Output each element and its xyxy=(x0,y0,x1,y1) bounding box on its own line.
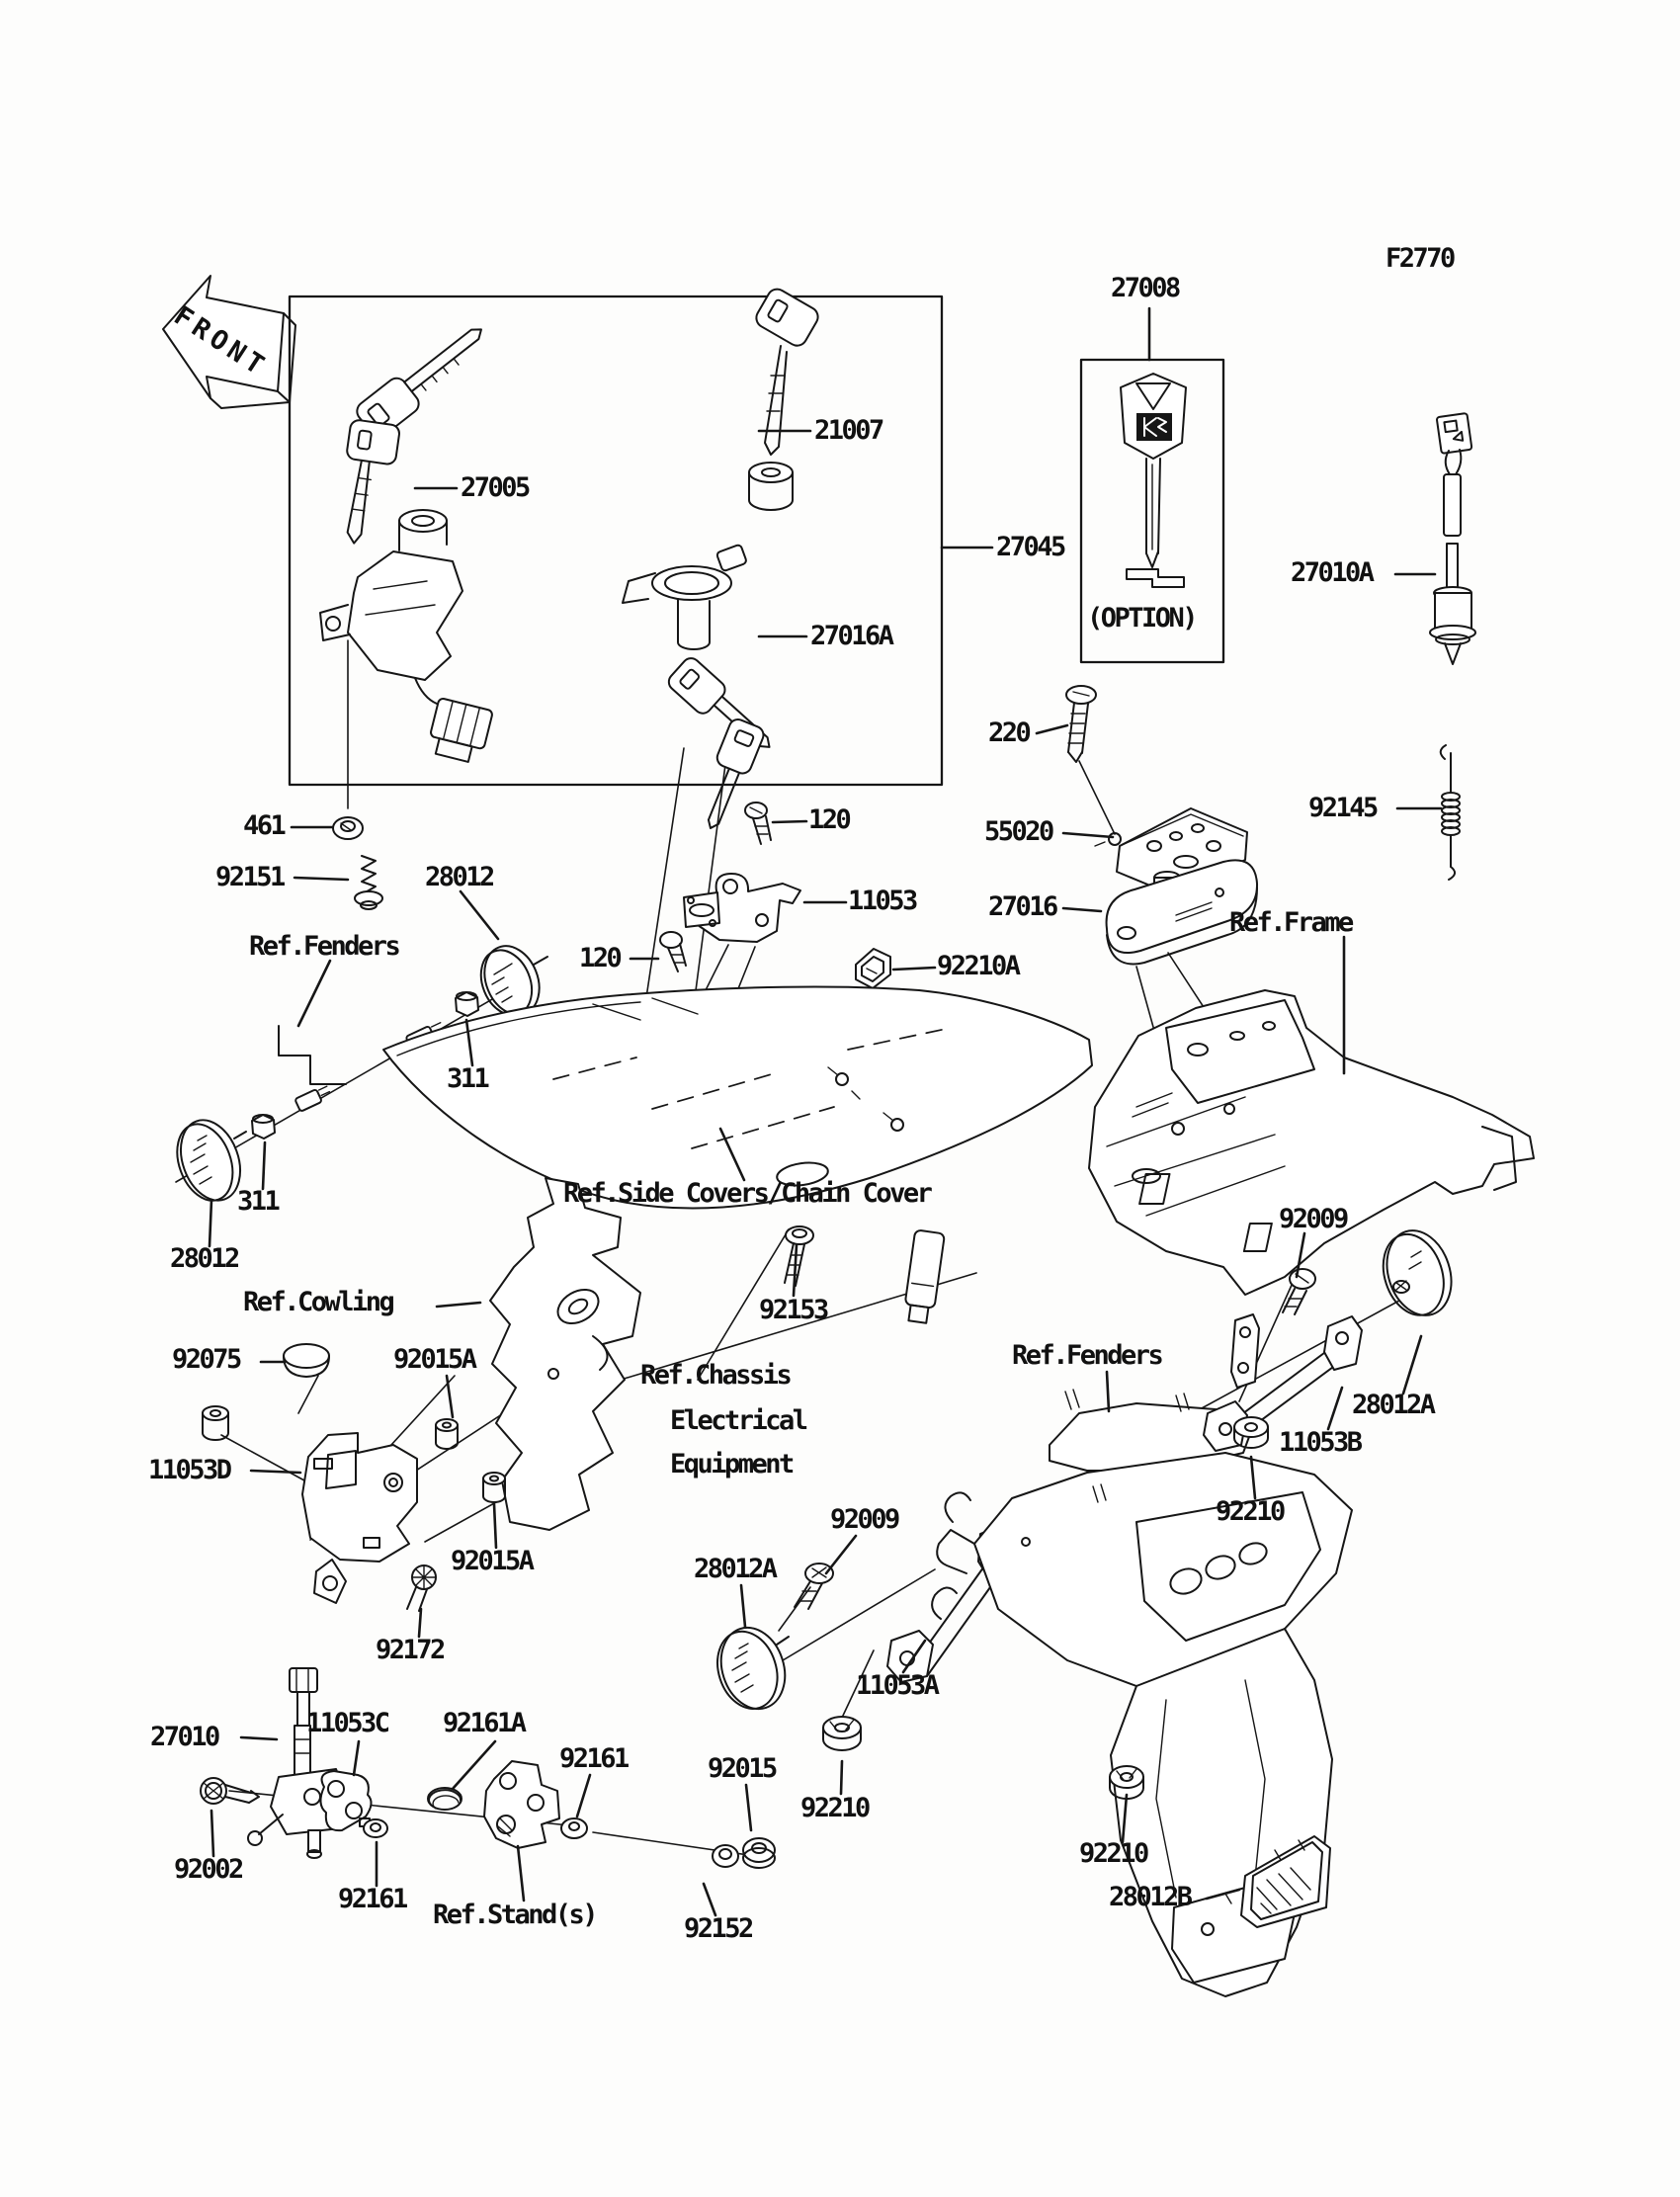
part-label-ref-chassis-line2: Electrical xyxy=(670,1405,806,1436)
part-label-92161-b: 92161 xyxy=(338,1884,406,1914)
part-label-311-a: 311 xyxy=(447,1063,488,1094)
part-label-92075: 92075 xyxy=(172,1344,240,1375)
part-label-461: 461 xyxy=(243,810,285,841)
part-label-92161-a: 92161 xyxy=(559,1743,628,1774)
part-label-92153: 92153 xyxy=(759,1295,827,1325)
part-label-27016: 27016 xyxy=(988,891,1056,922)
part-label-92002: 92002 xyxy=(174,1854,242,1885)
part-label-28012A-a: 28012A xyxy=(1352,1390,1434,1420)
front-arrow-text: FRONT xyxy=(168,300,274,383)
part-label-92210-b: 92210 xyxy=(800,1793,869,1823)
part-label-ref-side-covers: Ref.Side Covers/Chain Cover xyxy=(563,1178,931,1209)
part-label-ref-stands: Ref.Stand(s) xyxy=(433,1900,597,1930)
part-label-21007: 21007 xyxy=(814,415,882,446)
part-label-120-b: 120 xyxy=(579,943,621,973)
part-label-92015A-a: 92015A xyxy=(393,1344,475,1375)
part-label-figure-code: F2770 xyxy=(1386,243,1454,274)
part-label-92151: 92151 xyxy=(215,862,284,892)
part-label-ref-chassis-line1: Ref.Chassis xyxy=(640,1360,791,1391)
part-label-ref-chassis-line3: Equipment xyxy=(670,1449,793,1479)
part-label-28012A-b: 28012A xyxy=(694,1554,776,1584)
part-label-311-b: 311 xyxy=(237,1186,279,1217)
part-label-11053: 11053 xyxy=(848,886,916,916)
part-label-27045: 27045 xyxy=(996,532,1064,562)
part-label-55020: 55020 xyxy=(984,816,1052,847)
part-label-120-a: 120 xyxy=(808,804,850,835)
part-label-27016A: 27016A xyxy=(810,621,892,651)
part-label-11053B: 11053B xyxy=(1279,1427,1361,1458)
part-label-92161A: 92161A xyxy=(443,1708,525,1738)
part-label-92172: 92172 xyxy=(376,1635,444,1665)
part-label-28012-b: 28012 xyxy=(170,1243,238,1274)
part-label-27010A: 27010A xyxy=(1291,557,1373,588)
part-label-27010: 27010 xyxy=(150,1722,218,1752)
part-label-ref-fenders-left: Ref.Fenders xyxy=(249,931,399,962)
part-label-ref-frame: Ref.Frame xyxy=(1229,907,1352,938)
part-label-220: 220 xyxy=(988,718,1030,748)
part-label-ref-cowling: Ref.Cowling xyxy=(243,1287,393,1317)
part-label-27008: 27008 xyxy=(1111,273,1179,303)
part-label-92009-b: 92009 xyxy=(830,1504,898,1535)
part-label-92210-c: 92210 xyxy=(1079,1838,1147,1869)
part-label-11053A: 11053A xyxy=(856,1670,938,1701)
part-label-option-caption: (OPTION) xyxy=(1087,603,1197,634)
part-label-28012-a: 28012 xyxy=(425,862,493,892)
part-label-92015: 92015 xyxy=(708,1753,776,1784)
part-label-28012B: 28012B xyxy=(1109,1882,1191,1912)
part-label-92145: 92145 xyxy=(1308,793,1377,823)
part-label-27005: 27005 xyxy=(461,472,529,503)
part-label-92210A: 92210A xyxy=(937,951,1019,981)
part-label-92152: 92152 xyxy=(684,1913,752,1944)
part-label-92009-a: 92009 xyxy=(1279,1204,1347,1234)
part-label-11053C: 11053C xyxy=(306,1708,388,1738)
part-label-ref-fenders-right: Ref.Fenders xyxy=(1012,1340,1162,1371)
part-label-92210-a: 92210 xyxy=(1216,1496,1284,1527)
part-label-11053D: 11053D xyxy=(148,1455,230,1485)
part-label-92015A-b: 92015A xyxy=(451,1546,533,1576)
